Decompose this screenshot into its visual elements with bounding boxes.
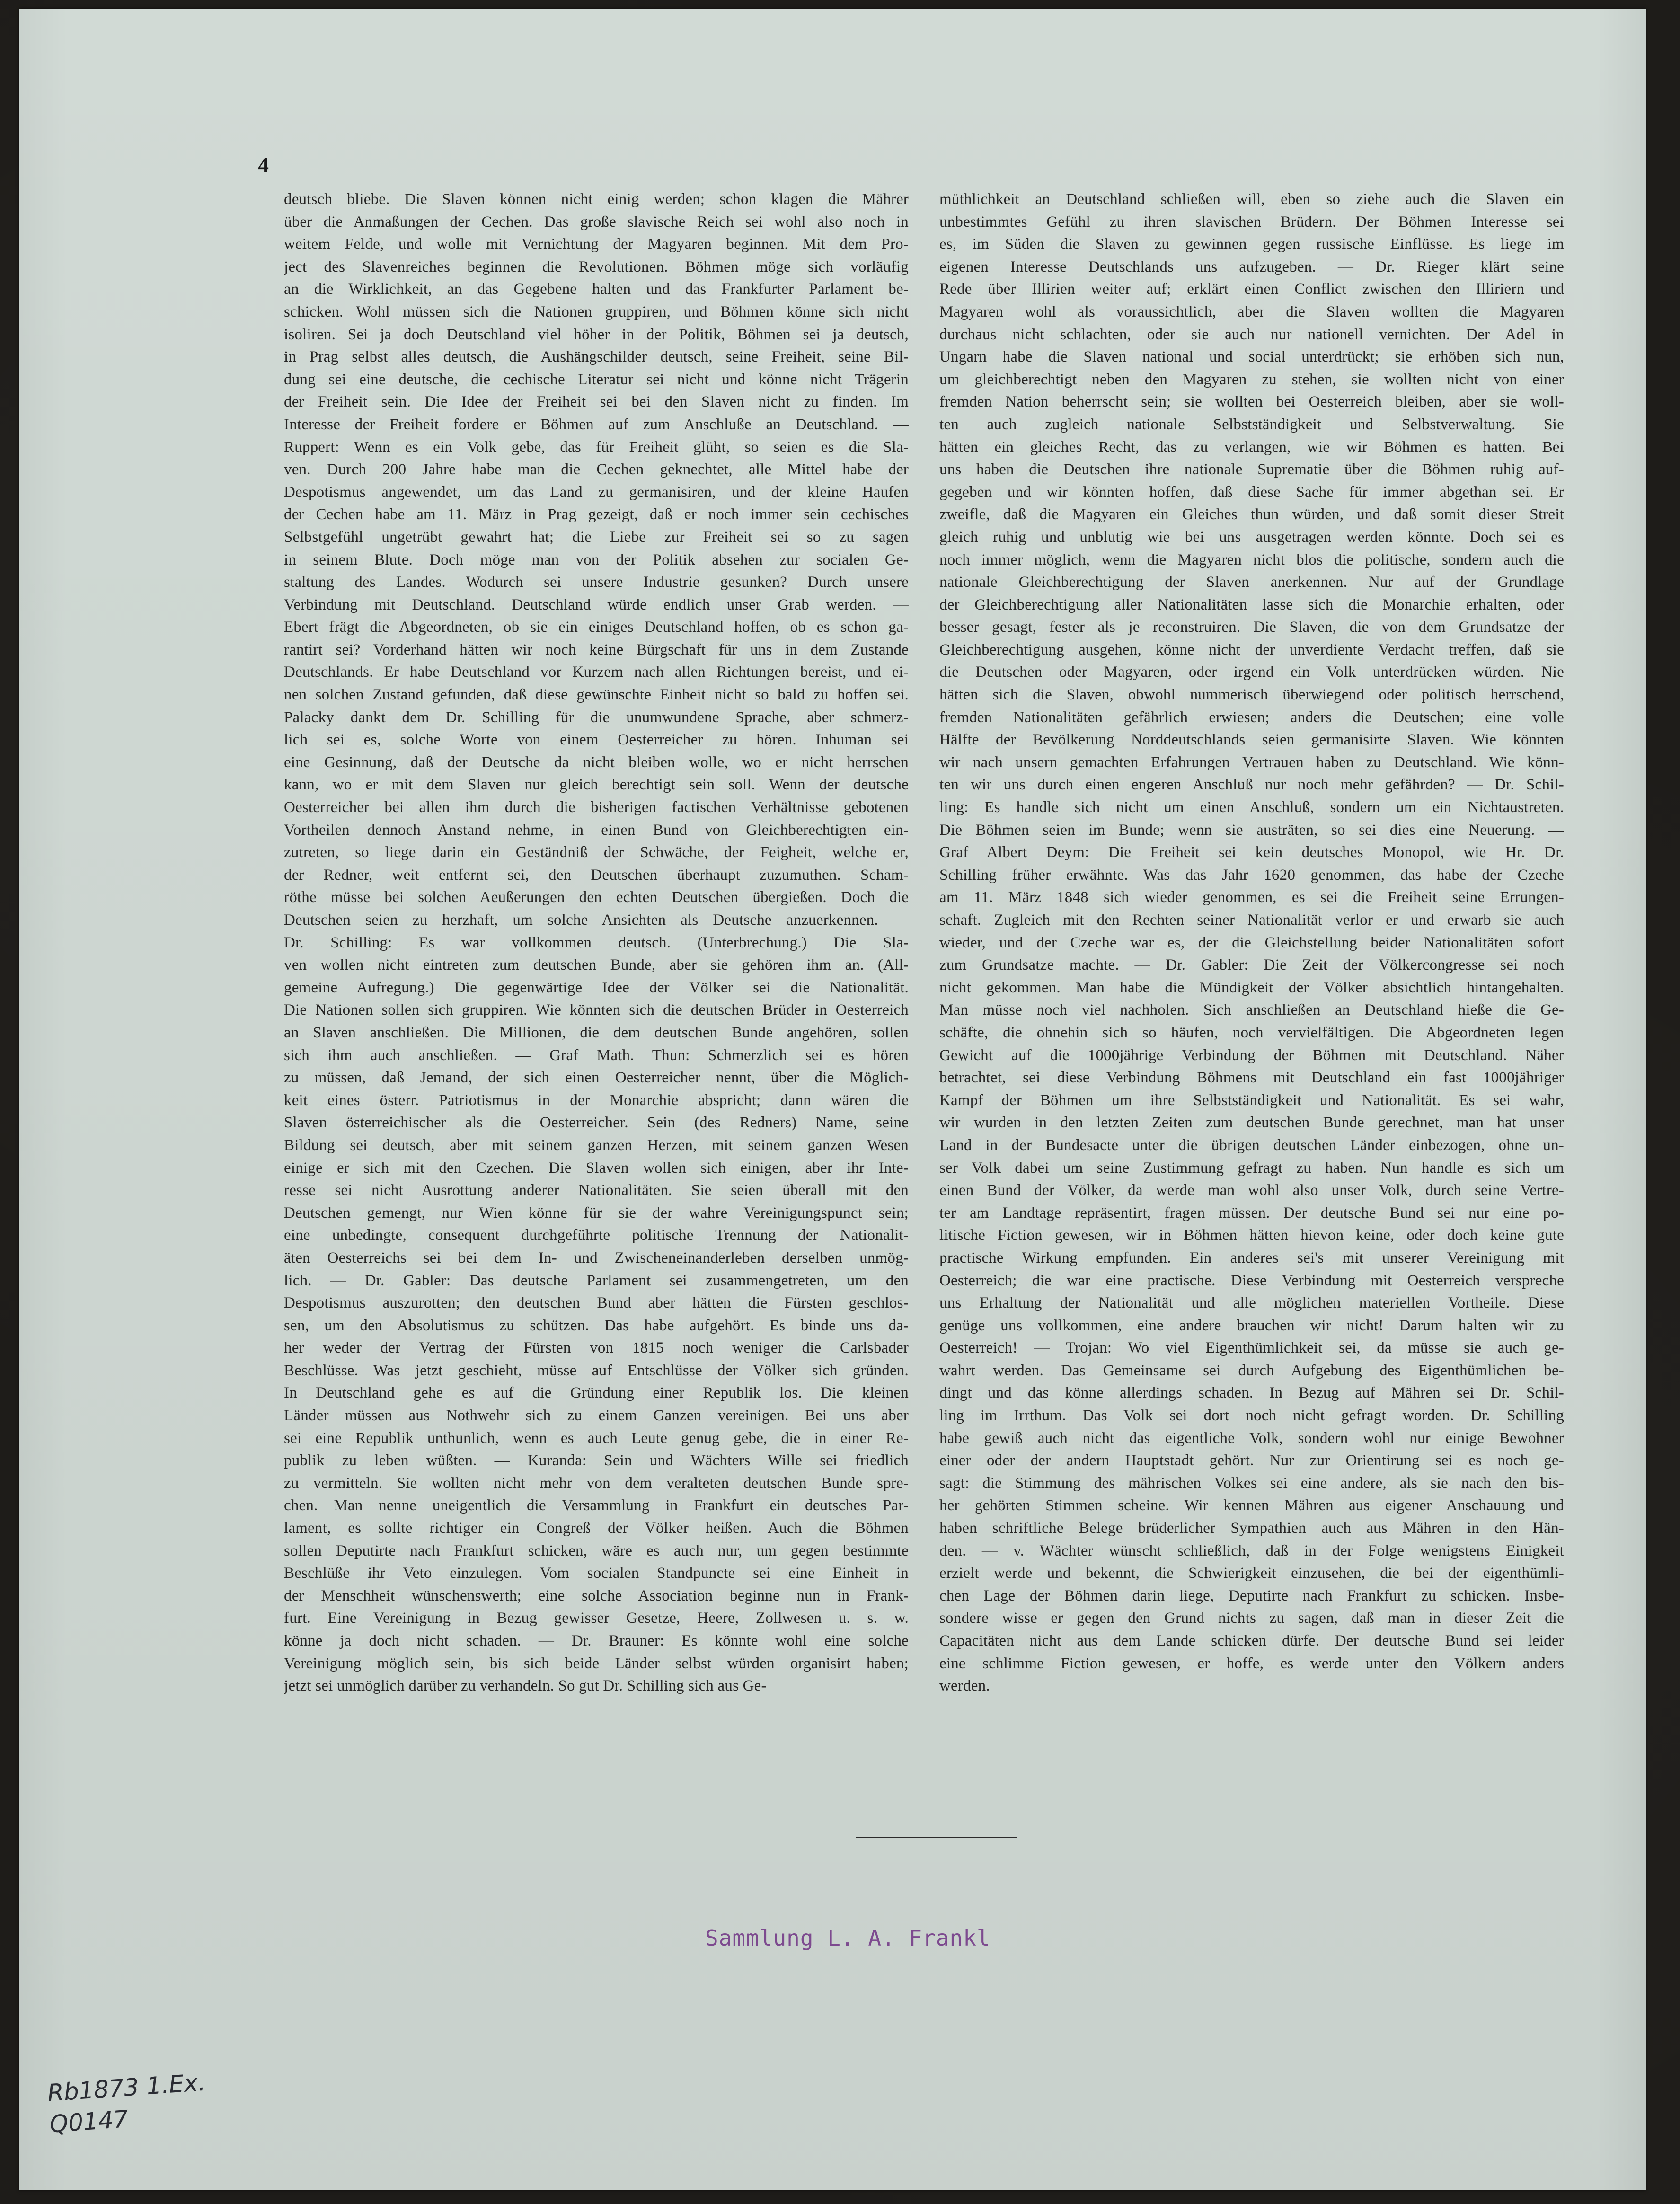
text-line: der Gleichberechtigung aller Nationalitäten lasse sich die Monarchie erhalten, oder xyxy=(939,596,1564,613)
text-line: lich. — Dr. Gabler: Das deutsche Parlament sei zusammengetreten, um den xyxy=(284,1272,909,1289)
text-line: es, im Süden die Slaven zu gewinnen gegen russische Einflüsse. Es liege im xyxy=(939,236,1564,253)
text-line: zweifle, daß die Magyaren ein Gleiches thun würden, und daß somit dieser Streit xyxy=(939,506,1564,523)
text-line: sondere wisse er gegen den Grund nichts zu sagen, daß man in dieser Zeit die xyxy=(939,1610,1564,1627)
text-line: chen Lage der Böhmen darin liege, Deputirte nach Frankfurt zu schicken. Insbe- xyxy=(939,1587,1564,1604)
text-line: gleich ruhig und unblutig wie bei uns ausgetragen werden könnte. Doch sei es xyxy=(939,528,1564,546)
text-line: deutsch bliebe. Die Slaven können nicht einig werden; schon klagen die Mährer xyxy=(284,191,909,208)
text-line: dung sei eine deutsche, die cechische Literatur sei nicht und könne nicht Trägerin xyxy=(284,371,909,388)
text-line: haben schriftliche Belege brüderlicher Sympathien auch aus Mähren in den Hän- xyxy=(939,1520,1564,1537)
text-line: ten wir uns durch einen engeren Anschluß nur noch mehr gefährden? — Dr. Schil- xyxy=(939,776,1564,794)
text-line: in seinem Blute. Doch möge man von der Politik absehen zur socialen Ge- xyxy=(284,551,909,568)
text-line: furt. Eine Vereinigung in Bezug gewisser Gesetze, Heere, Zollwesen u. s. w. xyxy=(284,1610,909,1627)
text-line: practische Wirkung empfunden. Ein anderes sei's mit unserer Vereinigung mit xyxy=(939,1249,1564,1266)
text-line: Ruppert: Wenn es ein Volk gebe, das für Freiheit glüht, so seien es die Sla- xyxy=(284,438,909,456)
text-line: wieder, und der Czeche war es, der die Gleichstellung beider Nationalitäten sofort xyxy=(939,934,1564,951)
text-line: Die Nationen sollen sich gruppiren. Wie könnten sich die deutschen Brüder in Oesterreich xyxy=(284,1001,909,1019)
text-line: sich ihm auch anschließen. — Graf Math. Thun: Schmerzlich sei es hören xyxy=(284,1046,909,1064)
text-line: wir wurden in den letzten Zeiten zum deutschen Bunde gerechnet, man hat unser xyxy=(939,1114,1564,1132)
text-line: Interesse der Freiheit fordere er Böhmen auf zum Anschluße an Deutschland. — xyxy=(284,416,909,433)
text-line: ling: Es handle sich nicht um einen Anschluß, sondern um ein Nichtaustreten. xyxy=(939,799,1564,816)
text-line: am 11. März 1848 sich wieder genommen, es sei die Freiheit seine Errungen- xyxy=(939,889,1564,906)
text-line: kann, wo er mit dem Slaven nur gleich berechtigt sein soll. Wenn der deutsche xyxy=(284,776,909,794)
text-line: Graf Albert Deym: Die Freiheit sei kein deutsches Monopol, wie Hr. Dr. xyxy=(939,844,1564,861)
text-line: einige er sich mit den Czechen. Die Slaven wollen sich einigen, aber ihr Inte- xyxy=(284,1159,909,1177)
text-line: Ebert frägt die Abgeordneten, ob sie ein einiges Deutschland hoffen, ob es schon ga- xyxy=(284,619,909,636)
text-line: rantirt sei? Vorderhand hätten wir noch keine Bürgschaft für uns in dem Zustande xyxy=(284,641,909,658)
text-line: zu müssen, daß Jemand, der sich einen Oesterreicher nennt, über die Möglich- xyxy=(284,1069,909,1087)
text-line: müthlichkeit an Deutschland schließen will, eben so ziehe auch die Slaven ein xyxy=(939,191,1564,208)
text-line: gemeine Aufregung.) Die gegenwärtige Idee der Völker sei die Nationalität. xyxy=(284,979,909,996)
text-line: uns haben die Deutschen ihre nationale Suprematie über die Böhmen ruhig auf- xyxy=(939,461,1564,478)
text-line: der Cechen habe am 11. März in Prag gezeigt, daß er noch immer sein cechisches xyxy=(284,506,909,523)
text-line: isoliren. Sei ja doch Deutschland viel höher in der Politik, Böhmen sei ja deutsch, xyxy=(284,326,909,343)
text-line: publik zu leben wüßten. — Kuranda: Sein und Wächters Wille sei friedlich xyxy=(284,1452,909,1469)
text-line: Oesterreicher bei allen ihm durch die bisherigen factischen Verhältnisse gebotenen xyxy=(284,799,909,816)
text-line: einer oder der andern Hauptstadt gehört. Nur zur Orientirung sei es noch ge- xyxy=(939,1452,1564,1469)
text-line: weitem Felde, und wolle mit Vernichtung der Magyaren beginnen. Mit dem Pro- xyxy=(284,236,909,253)
text-line: über die Anmaßungen der Cechen. Das große slavische Reich sei wohl also noch in xyxy=(284,213,909,230)
text-line: den. — v. Wächter wünscht schließlich, daß in der Folge wenigstens Einigkeit xyxy=(939,1542,1564,1559)
text-line: ject des Slavenreiches beginnen die Revolutionen. Böhmen möge sich vorläufig xyxy=(284,258,909,275)
text-line: wir nach unsern gemachten Erfahrungen Vertrauen haben zu Deutschland. Wie könn- xyxy=(939,753,1564,771)
text-line: nen solchen Zustand gefunden, daß diese gewünschte Einheit nicht so bald zu hoffen sei. xyxy=(284,686,909,704)
text-line: Magyaren wohl als voraussichtlich, aber die Slaven wollten die Magyaren xyxy=(939,303,1564,320)
text-line: habe gewiß auch nicht das eigentliche Volk, sondern wohl nur einige Bewohner xyxy=(939,1429,1564,1447)
text-line: Slaven österreichischer als die Oesterreicher. Sein (des Redners) Name, seine xyxy=(284,1114,909,1132)
text-line: Kampf der Böhmen um ihre Selbstständigkeit und Nationalität. Es sei wahr, xyxy=(939,1091,1564,1109)
text-line: noch immer möglich, wenn die Magyaren nicht blos die politische, sondern auch die xyxy=(939,551,1564,568)
text-line: Gewicht auf die 1000jährige Verbindung der Böhmen mit Deutschland. Näher xyxy=(939,1046,1564,1064)
text-line: die Deutschen oder Magyaren, oder irgend ein Volk unterdrücken würden. Nie xyxy=(939,664,1564,681)
text-line: Palacky dankt dem Dr. Schilling für die unumwundene Sprache, aber schmerz- xyxy=(284,708,909,726)
text-line: staltung des Landes. Wodurch sei unsere Industrie gesunken? Durch unsere xyxy=(284,574,909,591)
text-line: Land in der Bundesacte unter die übrigen deutschen Länder einbezogen, ohne un- xyxy=(939,1136,1564,1154)
text-line: in Prag selbst alles deutsch, die Aushängschilder deutsch, seine Freiheit, seine Bil- xyxy=(284,348,909,366)
text-line: Dr. Schilling: Es war vollkommen deutsch. (Unterbrechung.) Die Sla- xyxy=(284,934,909,951)
text-line: her gehörten Stimmen scheine. Wir kennen Mähren aus eigener Anschauung und xyxy=(939,1497,1564,1514)
text-line: an die Wirklichkeit, an das Gegebene halten und das Frankfurter Parlament be- xyxy=(284,281,909,298)
text-line: an Slaven anschließen. Die Millionen, die dem deutschen Bunde angehören, sollen xyxy=(284,1024,909,1041)
text-line: Hälfte der Bevölkerung Norddeutschlands seien germanisirte Slaven. Wie könnten xyxy=(939,731,1564,749)
text-line: sollen Deputirte nach Frankfurt schicken, wäre es auch nur, um gegen bestimmte xyxy=(284,1542,909,1559)
text-line: ser Volk dabei um seine Zustimmung gefragt zu haben. Nun handle es sich um xyxy=(939,1159,1564,1177)
text-line: Beschlüße ihr Veto einzulegen. Vom socialen Standpuncte sei eine Einheit in xyxy=(284,1565,909,1582)
closing-rule xyxy=(856,1837,1017,1838)
text-line: zu vermitteln. Sie wollten nicht mehr von dem veralteten deutschen Bunde spre- xyxy=(284,1474,909,1492)
text-line: Selbstgefühl ungetrübt gewahrt hat; die Liebe zur Freiheit sei so zu sagen xyxy=(284,528,909,546)
text-line: uns Erhaltung der Nationalität und alle möglichen materiellen Vortheile. Diese xyxy=(939,1294,1564,1312)
text-line: erzielt werde und bekennt, die Schwierigkeit einzusehen, die bei der eigenthümli- xyxy=(939,1565,1564,1582)
text-line: hätten ein gleiches Recht, das zu verlangen, wie wir Böhmen es hatten. Bei xyxy=(939,438,1564,456)
text-line: Bildung sei deutsch, aber mit seinem ganzen Herzen, mit seinem ganzen Wesen xyxy=(284,1136,909,1154)
text-line: Deutschen seien zu herzhaft, um solche Ansichten als Deutsche anzuerkennen. — xyxy=(284,912,909,929)
text-line: Oesterreich! — Trojan: Wo viel Eigenthümlichkeit sei, da müsse sie auch ge- xyxy=(939,1339,1564,1357)
text-line: sagt: die Stimmung des mährischen Volkes sei eine andere, als sie nach den bis- xyxy=(939,1474,1564,1492)
text-line: durchaus nicht schlachten, oder sie auch nur nationell vernichten. Der Adel in xyxy=(939,326,1564,343)
text-line: resse sei nicht Ausrottung anderer Nationalitäten. Sie seien überall mit den xyxy=(284,1182,909,1199)
text-line: ven. Durch 200 Jahre habe man die Cechen geknechtet, alle Mittel habe der xyxy=(284,461,909,478)
text-line: äten Oesterreichs sei bei dem In- und Zwischeneinanderleben derselben unmög- xyxy=(284,1249,909,1266)
text-line: litische Fiction gewesen, wir in Böhmen hätten hievon keine, oder doch keine gute xyxy=(939,1227,1564,1244)
text-line: Die Böhmen seien im Bunde; wenn sie austräten, so sei dies eine Neuerung. — xyxy=(939,821,1564,839)
shelfmark-line: Q0147 xyxy=(48,2105,130,2138)
text-line: Capacitäten nicht aus dem Lande schicken dürfe. Der deutsche Bund sei leider xyxy=(939,1632,1564,1649)
text-line: ten auch zugleich nationale Selbstständigkeit und Selbstverwaltung. Sie xyxy=(939,416,1564,433)
text-line: zutreten, so liege darin ein Geständniß der Schwäche, der Feigheit, welche er, xyxy=(284,844,909,861)
text-line: sen, um den Absolutismus zu schützen. Das habe aufgehört. Es binde uns da- xyxy=(284,1317,909,1334)
text-line: ven wollen nicht eintreten zum deutschen Bunde, aber sie gehören ihm an. (All- xyxy=(284,956,909,974)
text-line: Oesterreich; die war eine practische. Diese Verbindung mit Oesterreich verspreche xyxy=(939,1272,1564,1289)
text-line: eine schlimme Fiction gewesen, er hoffe, es werde unter den Völkern anders xyxy=(939,1655,1564,1672)
text-line: lich sei es, solche Worte von einem Oesterreicher zu hören. Inhuman sei xyxy=(284,731,909,749)
text-line: chen. Man nenne uneigentlich die Versammlung in Frankfurt ein deutsches Par- xyxy=(284,1497,909,1514)
text-line: Länder müssen aus Nothwehr sich zu einem Ganzen vereinigen. Bei uns aber xyxy=(284,1407,909,1425)
text-line: fremden Nation beherrscht sein; sie wollten bei Oesterreich bleiben, aber sie woll- xyxy=(939,393,1564,411)
text-line: Beschlüsse. Was jetzt geschieht, müsse auf Entschlüsse der Völker sich gründen. xyxy=(284,1362,909,1379)
text-line: gegeben und wir könnten hoffen, daß diese Sache für immer abgethan sei. Er xyxy=(939,483,1564,501)
text-line: eine unbedingte, consequent durchgeführte politische Trennung der Nationalit- xyxy=(284,1227,909,1244)
text-line: schäfte, die ohnehin sich so häufen, noch vervielfältigen. Die Abgeordneten legen xyxy=(939,1024,1564,1041)
page-number: 4 xyxy=(258,153,269,177)
text-line: fremden Nationalitäten gefährlich erwiesen; anders die Deutschen; eine volle xyxy=(939,708,1564,726)
text-line: betrachtet, sei diese Verbindung Böhmens mit Deutschland ein fast 1000jähriger xyxy=(939,1069,1564,1087)
shelfmark-annotation xyxy=(46,2067,209,2140)
text-line: der Redner, weit entfernt sei, den Deutschen überhaupt zuzumuthen. Scham- xyxy=(284,866,909,884)
text-line: dingt und das könne allerdings schaden. In Bezug auf Mähren sei Dr. Schil- xyxy=(939,1384,1564,1402)
text-line: lament, es sollte richtiger ein Congreß der Völker heißen. Auch die Böhmen xyxy=(284,1520,909,1537)
text-line: ling im Irrthum. Das Volk sei dort noch nicht gefragt worden. Dr. Schilling xyxy=(939,1407,1564,1425)
text-line: röthe müsse bei solchen Aeußerungen den echten Deutschen übergießen. Doch die xyxy=(284,889,909,906)
text-line: wahrt werden. Das Gemeinsame sei durch Aufgebung des Eigenthümlichen be- xyxy=(939,1362,1564,1379)
text-line: Deutschen gemengt, nur Wien könne für sie der wahre Vereinigungspunct sein; xyxy=(284,1204,909,1221)
text-line: Ungarn habe die Slaven national und social unterdrückt; sie erhöben sich nun, xyxy=(939,348,1564,366)
text-line: In Deutschland gehe es auf die Gründung einer Republik los. Die kleinen xyxy=(284,1384,909,1402)
text-line: Rede über Illirien weiter auf; erklärt einen Conflict zwischen den Illiriern und xyxy=(939,281,1564,298)
text-line: Vereinigung möglich sein, bis sich beide Länder selbst würden organisirt haben; xyxy=(284,1655,909,1672)
text-line: Gleichberechtigung ausgehen, könne nicht der unverdiente Verdacht treffen, daß sie xyxy=(939,641,1564,658)
text-line: Despotismus auszurotten; den deutschen Bund aber hätten die Fürsten geschlos- xyxy=(284,1294,909,1312)
text-line: eigenen Interesse Deutschlands uns aufzugeben. — Dr. Rieger klärt seine xyxy=(939,258,1564,275)
text-line: keit eines österr. Patriotismus in der Monarchie abspricht; dann wären die xyxy=(284,1091,909,1109)
text-line: ter am Landtage repräsentirt, fragen müssen. Der deutsche Bund sei nur eine po- xyxy=(939,1204,1564,1221)
text-line: um gleichberechtigt neben den Magyaren zu stehen, sie wollten nicht von einer xyxy=(939,371,1564,388)
collection-stamp: Sammlung L. A. Frankl xyxy=(705,1925,990,1951)
text-line: einen Bund der Völker, da werde man wohl also unser Volk, durch seine Vertre- xyxy=(939,1182,1564,1199)
text-line: eine Gesinnung, daß der Deutsche da nicht bleiben wolle, wo er nicht herrschen xyxy=(284,753,909,771)
text-line: Man müsse noch viel nachholen. Sich anschließen an Deutschland hieße die Ge- xyxy=(939,1001,1564,1019)
text-line: schicken. Wohl müssen sich die Nationen gruppiren, und Böhmen könne sich nicht xyxy=(284,303,909,320)
text-line: schaft. Zugleich mit den Rechten seiner Nationalität verlor er und erwarb sie auch xyxy=(939,912,1564,929)
text-line: Schilling früher erwähnte. Was das Jahr 1620 genommen, das habe der Czeche xyxy=(939,866,1564,884)
text-column-left xyxy=(284,188,909,1816)
text-column-right xyxy=(939,188,1564,1816)
text-line: Vortheilen dennoch Anstand nehme, in einen Bund von Gleichberechtigten ein- xyxy=(284,821,909,839)
text-line: genüge uns vollkommen, eine andere brauchen wir nicht! Darum halten wir zu xyxy=(939,1317,1564,1334)
text-line: nationale Gleichberechtigung der Slaven anerkennen. Nur auf der Grundlage xyxy=(939,574,1564,591)
text-line: her weder der Vertrag der Fürsten von 1815 noch weniger die Carlsbader xyxy=(284,1339,909,1357)
text-line: unbestimmtes Gefühl zu ihren slavischen Brüdern. Der Böhmen Interesse sei xyxy=(939,213,1564,230)
shelfmark-line: Rb1873 1.Ex. xyxy=(46,2068,206,2107)
text-line: der Freiheit sein. Die Idee der Freiheit sei bei den Slaven nicht zu finden. Im xyxy=(284,393,909,411)
text-line: Despotismus angewendet, um das Land zu germanisiren, und der kleine Haufen xyxy=(284,483,909,501)
text-line: der Menschheit wünschenswerth; eine solche Association beginne nun in Frank- xyxy=(284,1587,909,1604)
text-line: Deutschlands. Er habe Deutschland vor Kurzem nach allen Richtungen bereist, und ei- xyxy=(284,664,909,681)
text-line: sei eine Republik unthunlich, wenn es auch Leute genug gebe, die in einer Re- xyxy=(284,1429,909,1447)
text-line: jetzt sei unmöglich darüber zu verhandeln. So gut Dr. Schilling sich aus Ge- xyxy=(284,1677,767,1695)
text-line: zum Grundsatze machte. — Dr. Gabler: Die Zeit der Völkercongresse sei noch xyxy=(939,956,1564,974)
text-line: Verbindung mit Deutschland. Deutschland würde endlich unser Grab werden. — xyxy=(284,596,909,613)
text-line: hätten sich die Slaven, obwohl nummerisch überwiegend oder politisch herrschend, xyxy=(939,686,1564,704)
text-line: könne ja doch nicht schaden. — Dr. Brauner: Es könnte wohl eine solche xyxy=(284,1632,909,1649)
text-line: besser gesagt, fester als je reconstruiren. Die Slaven, die von dem Grundsatze der xyxy=(939,619,1564,636)
text-line: nicht gekommen. Man habe die Mündigkeit der Völker absichtlich hintangehalten. xyxy=(939,979,1564,996)
text-line: werden. xyxy=(939,1677,990,1695)
